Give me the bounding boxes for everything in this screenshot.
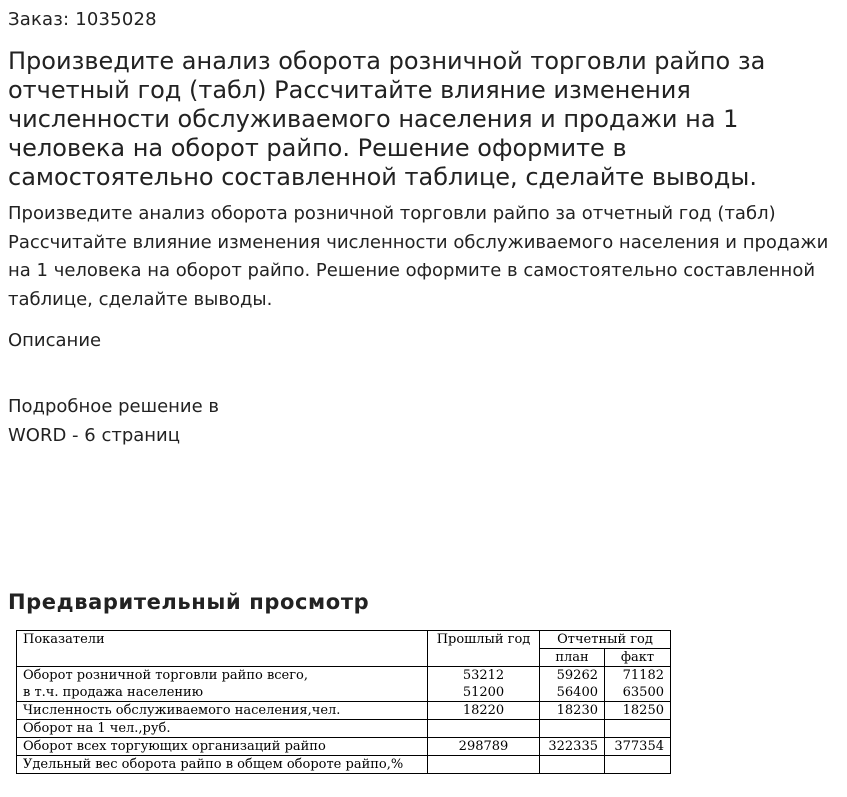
- cell-value: 18220: [428, 702, 540, 720]
- row-label-line: в т.ч. продажа населению: [23, 685, 204, 700]
- row-label-line: Оборот розничной торговли райпо всего,: [23, 668, 309, 683]
- row-label: Оборот всех торгующих организаций райпо: [17, 738, 428, 756]
- cell-value: 377354: [605, 738, 671, 756]
- table-row: [17, 720, 671, 738]
- row-label: Удельный вес оборота райпо в общем обороте райпо,%: [17, 756, 428, 774]
- cell-value: 63500: [622, 685, 664, 700]
- preview-heading: Предварительный просмотр: [8, 590, 370, 614]
- table-row: [17, 756, 671, 774]
- cell-value: 56400: [556, 685, 598, 700]
- row-label: [17, 667, 428, 702]
- cell-value: 53212: [462, 668, 505, 683]
- cell-value: 71182: [622, 668, 664, 683]
- table-row: [17, 738, 671, 756]
- cell-empty: [605, 720, 671, 738]
- solution-info: [8, 392, 219, 450]
- cell-value: 51200: [462, 685, 505, 700]
- preview-table: [16, 630, 671, 774]
- cell-value: 18230: [540, 702, 605, 720]
- table-header-row: [17, 631, 671, 649]
- row-fact: [605, 667, 671, 702]
- cell-empty: [605, 756, 671, 774]
- header-prev-year: Прошлый год: [428, 631, 540, 667]
- page-title: Произведите анализ оборота розничной торговли райпо за отчетный год (табл) Рассчитайте влияние изменения численности обслуживаемого населения и продажи на 1 человека на оборот райпо. Решение оформите в самостоятельно составленной таблице, сделайте выводы.: [8, 47, 766, 191]
- header-report-year: Отчетный год: [540, 631, 671, 649]
- solution-line-1: Подробное решение в: [8, 396, 220, 417]
- cell-value: 59262: [556, 668, 598, 683]
- row-label: Оборот на 1 чел.,руб.: [17, 720, 428, 738]
- row-prev: [428, 667, 540, 702]
- order-number: Заказ: 1035028: [8, 9, 157, 30]
- cell-value: 322335: [540, 738, 605, 756]
- table-row: [17, 702, 671, 720]
- header-plan: план: [540, 649, 605, 667]
- solution-line-2: WORD - 6 страниц: [8, 425, 181, 446]
- task-description: Произведите анализ оборота розничной торговли райпо за отчетный год (табл) Рассчитайте влияние изменения численности обслуживаемого населения и продажи на 1 человека на оборот райпо. Решение оформите в самостоятельно составленной таблице, сделайте выводы.: [8, 203, 829, 310]
- cell-value: 18250: [605, 702, 671, 720]
- row-plan: [540, 667, 605, 702]
- cell-empty: [428, 756, 540, 774]
- cell-empty: [540, 756, 605, 774]
- row-label: Численность обслуживаемого населения,чел.: [17, 702, 428, 720]
- header-indicator: Показатели: [17, 631, 428, 667]
- cell-empty: [428, 720, 540, 738]
- description-label: Описание: [8, 330, 102, 351]
- table-row: [17, 667, 671, 702]
- cell-empty: [540, 720, 605, 738]
- cell-value: 298789: [428, 738, 540, 756]
- header-fact: факт: [605, 649, 671, 667]
